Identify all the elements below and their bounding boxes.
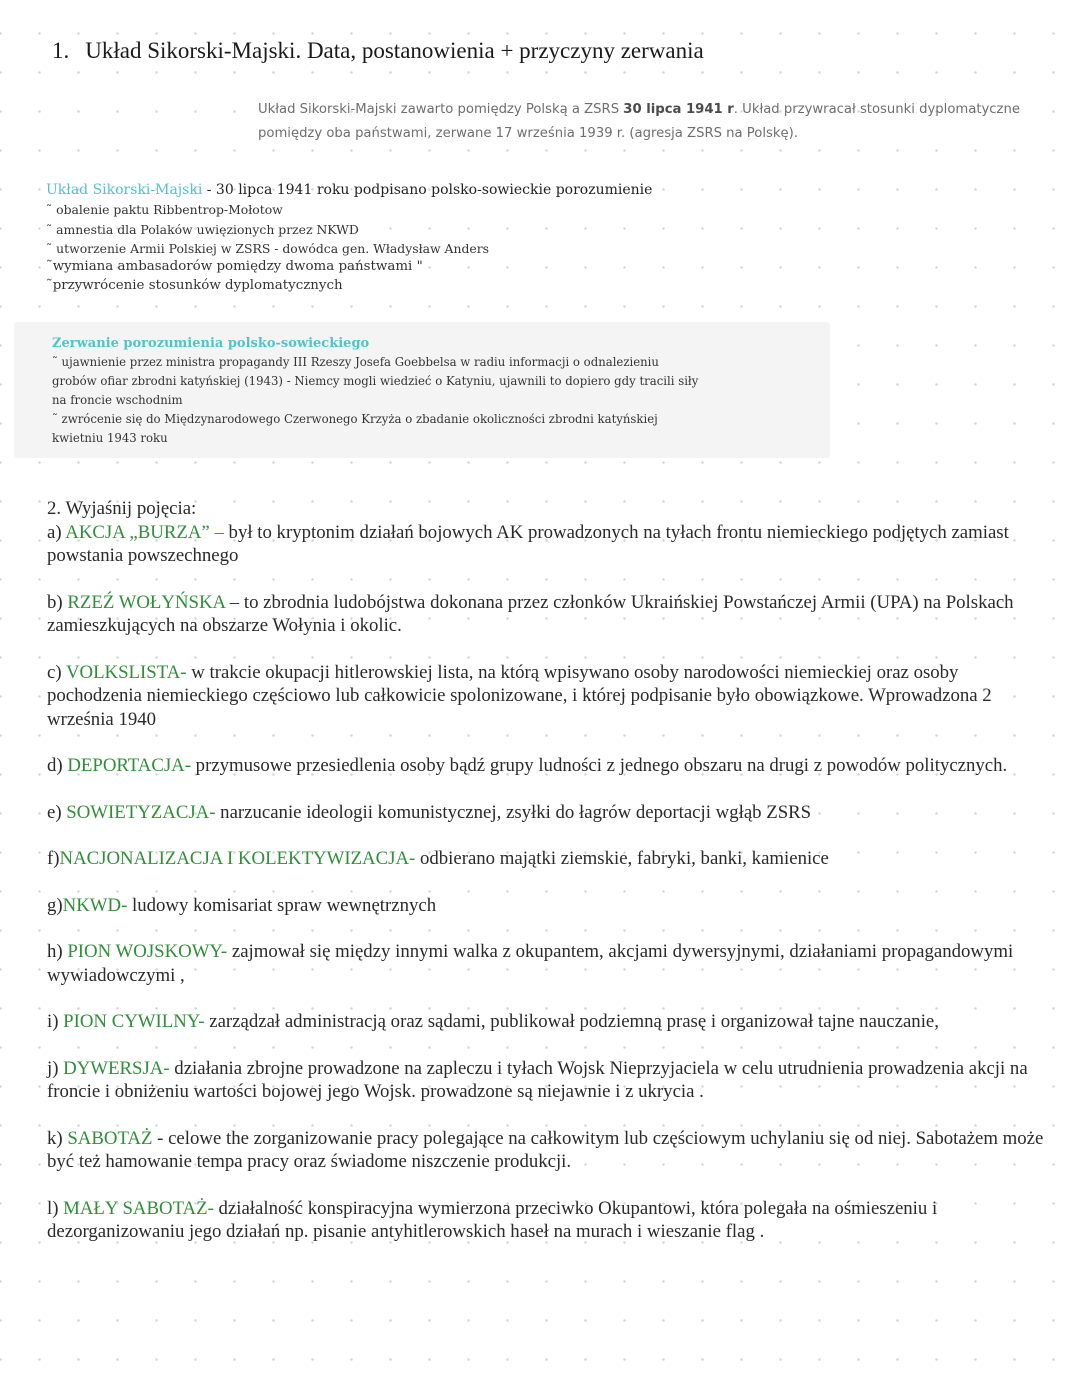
agreement-date-text: - 30 lipca 1941 roku podpisano polsko-sowieckie porozumienie [202,182,653,198]
definition-term: DEPORTACJA- [67,755,191,776]
definition-text: – to zbrodnia ludobójstwa dokonana przez członków Ukraińskiej Powstańczej Armii (UPA) na Polskach zamieszkujących na obszarze Wołynia i okolic. [47,591,1014,636]
definition-item [47,801,1047,825]
definition-item [47,847,1047,871]
definition-item [47,1197,1047,1244]
agreement-term-item: ˜ obalenie paktu Ribbentrop-Mołotow [46,202,283,217]
summary-note [258,98,1048,146]
definition-prefix: a) [47,521,66,543]
definition-prefix: l) [47,1197,64,1219]
agreement-name: Układ Sikorski-Majski [46,182,203,198]
definition-item [47,1127,1047,1174]
summary-note-before: Układ Sikorski-Majski zawarto pomiędzy Polską a ZSRS [258,102,624,117]
section-1-number: 1. [52,38,70,63]
definition-item [47,1057,1047,1104]
definition-term: VOLKSLISTA- [65,661,187,683]
definition-item [47,754,1047,778]
definition-term: SOWIETYZACJA- [66,801,216,823]
definition-term: NKWD- [62,894,128,916]
definition-text: działalność konspiracyjna wymierzona przeciwko Okupantowi, która polegała na ośmieszeniu i dezorganizowaniu jego działań np. pisanie antyhitlerowskich haseł na murach i wieszanie flag . [47,1197,938,1242]
definition-term: PION WOJSKOWY- [67,941,228,962]
definition-prefix: h) [47,941,68,962]
definition-text: ludowy komisariat spraw wewnętrznych [127,894,437,916]
breakdown-line: ˜ ujawnienie przez ministra propagandy III Rzeszy Josefa Goebbelsa w radiu informacji o odnalezieniu [52,355,659,369]
summary-note-date: 30 lipca 1941 r [623,102,734,117]
definition-prefix: f) [47,848,60,869]
agreement-term-item: ˜wymiana ambasadorów pomiędzy dwoma państwami " [46,259,423,274]
definition-text: działania zbrojne prowadzone na zapleczu i tyłach Wojsk Nieprzyjaciela w celu utrudnienia prowadzenia akcji na froncie i obniżeniu wartości bojowej jego Wojsk. prowadzone są niejawnie i z ukrycia . [47,1057,1028,1102]
definition-prefix: k) [47,1127,68,1149]
definition-text: zajmował się między innymi walka z okupantem, akcjami dywersyjnymi, działaniami propagandowymi wywiadowczymi , [47,941,1014,986]
section-2-title: 2. Wyjaśnij pojęcia: [47,498,197,519]
definition-term: RZEŹ WOŁYŃSKA [67,591,230,613]
breakdown-line: grobów ofiar zbrodni katyńskiej (1943) - Niemcy mogli wiedzieć o Katyniu, ujawnili to dopiero gdy tracili siły [52,374,699,388]
definition-text: - celowe the zorganizowanie pracy polegające na całkowitym lub częściowym uchylaniu się od niej. Sabotażem może być też hamowanie tempa pracy oraz świadome niszczenie produkcji. [47,1127,1044,1172]
definition-text: odbierano majątki ziemskie, fabryki, banki, kamienice [415,848,829,869]
definition-prefix: i) [47,1011,64,1032]
section-1-title: Układ Sikorski-Majski. Data, postanowienia + przyczyny zerwania [85,38,704,63]
section-1-heading [52,38,704,64]
agreement-term-item: ˜ utworzenie Armii Polskiej w ZSRS - dowódca gen. Władysław Anders [46,241,489,256]
definition-term: PION CYWILNY- [63,1011,205,1032]
definition-text: w trakcie okupacji hitlerowskiej lista, na którą wpisywano osoby narodowości niemieckiej oraz osoby pochodzenia niemieckiego częściowo lub całkowicie spolonizowane, i której podpisanie było obowiązkowe. Wprowadzona 2 września 1940 [47,661,992,730]
agreement-term-item: ˜przywrócenie stosunków dyplomatycznych [46,278,343,293]
definition-prefix: c) [47,661,66,683]
breakdown-reasons-block [14,322,830,458]
definition-term: MAŁY SABOTAŻ- [63,1197,214,1219]
breakdown-heading: Zerwanie porozumienia polsko-sowieckiego [52,336,370,351]
definition-text: przymusowe przesiedlenia osoby bądź grupy ludności z jednego obszaru na drugi z powodów politycznych. [190,755,1008,776]
breakdown-line: kwietniu 1943 roku [52,431,168,445]
definition-text: był to kryptonim działań bojowych AK prowadzonych na tyłach frontu niemieckiego podjętych zamiast powstania powszechnego [47,521,1009,566]
definition-prefix: b) [47,591,68,613]
definition-item [47,940,1047,987]
breakdown-line: na froncie wschodnim [52,393,183,407]
definition-item [47,591,1047,638]
definition-prefix: e) [47,801,67,823]
agreement-terms-heading [46,180,746,200]
definition-term: NACJONALIZACJA I KOLEKTYWIZACJA- [59,848,416,869]
agreement-term-item: ˜ amnestia dla Polaków uwięzionych przez NKWD [46,222,359,237]
definition-item [47,1010,1047,1034]
definition-prefix: d) [47,755,68,776]
definition-item [47,661,1047,732]
definition-text: narzucanie ideologii komunistycznej, zsyłki do łagrów deportacji wgłąb ZSRS [215,801,812,823]
definition-text: zarządzał administracją oraz sądami, publikował podziemną prasę i organizował tajne nauczanie, [204,1011,939,1032]
definition-term: DYWERSJA- [63,1057,170,1079]
definition-item [47,894,1047,918]
definition-term: AKCJA „BURZA” – [65,521,224,543]
section-2 [47,497,1047,1244]
definition-term: SABOTAŻ [67,1127,153,1149]
summary-note-after: . Układ przywracał stosunki dyplomatyczne pomiędzy oba państwami, zerwane 17 września 1939 r. (agresja ZSRS na Polskę). [258,102,1020,141]
definition-item [47,521,1047,568]
agreement-terms-block [46,180,746,295]
breakdown-line: ˜ zwrócenie się do Międzynarodowego Czerwonego Krzyża o zbadanie okoliczności zbrodni katyńskiej [52,412,658,426]
definition-prefix: j) [47,1057,64,1079]
definition-prefix: g) [47,894,63,916]
